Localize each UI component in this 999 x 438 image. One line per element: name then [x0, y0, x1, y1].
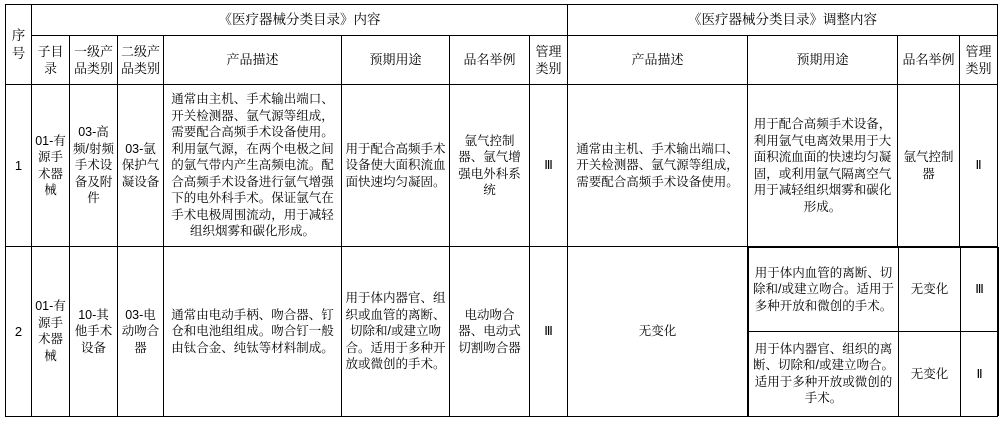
header-name-new: 品名举例	[898, 36, 960, 85]
cell-use-new-split-group	[748, 247, 998, 417]
header-level2: 二级产品类别	[118, 36, 164, 85]
cell-desc-old: 通常由电动手柄、吻合器、钉仓和电池组组成。吻合钉一般由钛合金、纯钛等材料制成。	[164, 247, 342, 417]
header-class-old: 管理类别	[530, 36, 568, 85]
cell-level1: 03-高频/射频手术设备及附件	[70, 85, 118, 247]
header-desc-new: 产品描述	[568, 36, 748, 85]
cell-use-old: 用于配合高频手术设备使大面积流血面快速均匀凝固。	[342, 85, 450, 247]
cell-level2: 03-电动吻合器	[118, 247, 164, 417]
header-group-catalog-content: 《医疗器械分类目录》内容	[32, 5, 568, 36]
cell-use-new: 用于配合高频手术设备，利用氩气电离效果用于大面积流血面的快速均匀凝固，或利用氩气隔离空气用于减轻组织烟雾和碳化形成。	[748, 85, 898, 247]
cell-use-new: 用于体内血管的离断、切除和/或建立吻合。适用于多种开放和微创的手术。	[749, 248, 899, 332]
table-row	[6, 247, 998, 417]
header-use-new: 预期用途	[748, 36, 898, 85]
header-seq: 序号	[6, 5, 32, 85]
header-level1: 一级产品类别	[70, 36, 118, 85]
use-new-split-table	[748, 247, 999, 416]
cell-seq: 2	[6, 247, 32, 417]
cell-sub-catalog: 01-有源手术器械	[32, 247, 70, 417]
table-row	[6, 85, 998, 247]
sub-row	[749, 332, 999, 416]
table-column-header-row	[6, 36, 998, 85]
cell-name-new: 无变化	[899, 332, 961, 416]
header-group-catalog-adjust: 《医疗器械分类目录》调整内容	[568, 5, 998, 36]
cell-desc-new: 无变化	[568, 247, 748, 417]
header-desc-old: 产品描述	[164, 36, 342, 85]
cell-desc-old: 通常由主机、手术输出端口、开关检测器、氩气源等组成，需要配合高频手术设备使用。利用氩气源，在两个电极之间的氩气带内产生高频电流。配合高频手术设备进行氩气增强下的电外科手术。保证氩气在手术电极周围流动，用于减轻组织烟雾和碳化形成。	[164, 85, 342, 247]
header-sub-catalog: 子目录	[32, 36, 70, 85]
header-use-old: 预期用途	[342, 36, 450, 85]
cell-class-new: Ⅱ	[960, 85, 998, 247]
cell-sub-catalog: 01-有源手术器械	[32, 85, 70, 247]
cell-level2: 03-氩保护气凝设备	[118, 85, 164, 247]
cell-name-new: 氩气控制器	[898, 85, 960, 247]
cell-name-new: 无变化	[899, 248, 961, 332]
cell-class-old: Ⅲ	[530, 247, 568, 417]
cell-desc-new: 通常由主机、手术输出端口、开关检测器、氩气源等组成，需要配合高频手术设备使用。	[568, 85, 748, 247]
header-name-old: 品名举例	[450, 36, 530, 85]
cell-class-old: Ⅲ	[530, 85, 568, 247]
header-class-new: 管理类别	[960, 36, 998, 85]
cell-use-old: 用于体内器官、组织或血管的离断、切除和/或建立吻合。适用于多种开放或微创的手术。	[342, 247, 450, 417]
classification-comparison-table	[5, 4, 998, 417]
cell-class-new: Ⅲ	[961, 248, 999, 332]
cell-name-old: 氩气控制器、氩气增强电外科系统	[450, 85, 530, 247]
sub-row	[749, 248, 999, 332]
cell-name-old: 电动吻合器、电动式切割吻合器	[450, 247, 530, 417]
cell-level1: 10-其他手术设备	[70, 247, 118, 417]
cell-seq: 1	[6, 85, 32, 247]
cell-use-new: 用于体内器官、组织的离断、切除和/或建立吻合。适用于多种开放或微创的手术。	[749, 332, 899, 416]
table-group-header-row	[6, 5, 998, 36]
cell-class-new: Ⅱ	[961, 332, 999, 416]
